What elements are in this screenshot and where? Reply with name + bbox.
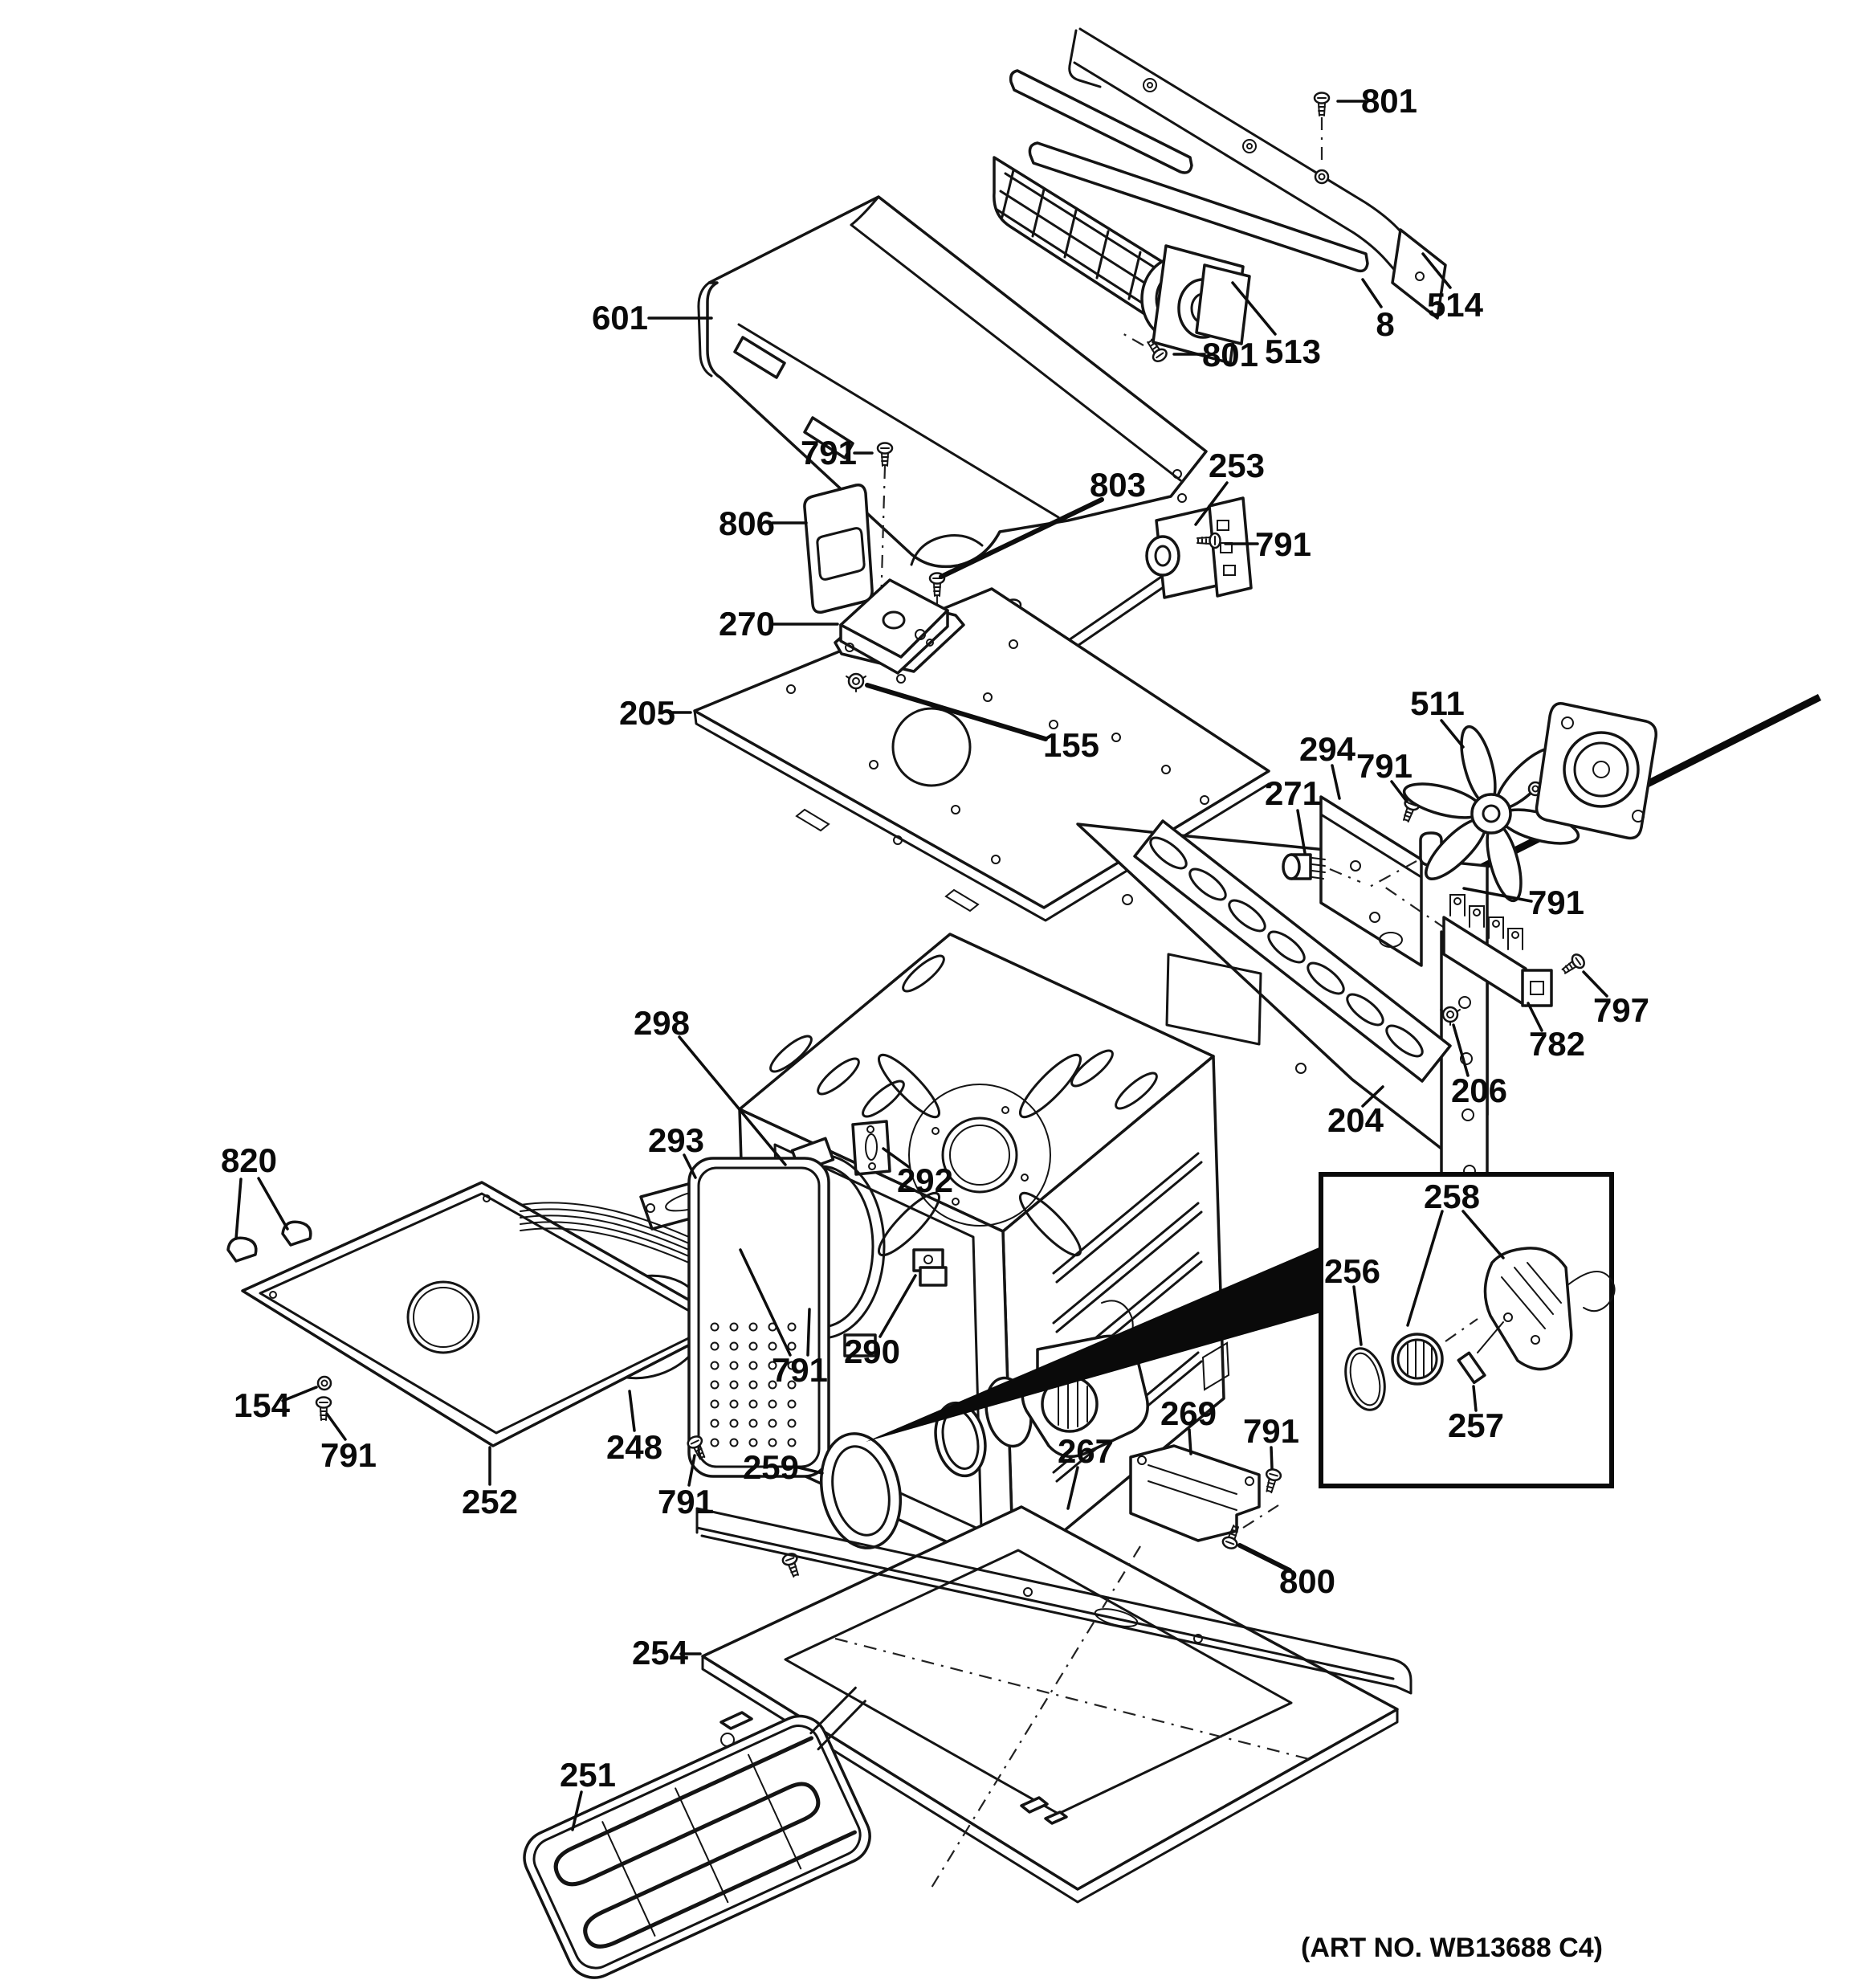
callout-154: 154 <box>233 1386 291 1424</box>
screw-791-269 <box>1262 1468 1282 1494</box>
callout-803: 803 <box>1089 466 1147 504</box>
art-number-note: (ART NO. WB13688 C4) <box>1301 1933 1603 1963</box>
callout-801-duct: 801 <box>1201 336 1259 374</box>
callout-258: 258 <box>1423 1178 1481 1215</box>
callout-294: 294 <box>1298 730 1356 768</box>
callout-269: 269 <box>1160 1394 1217 1432</box>
callout-791-154: 791 <box>320 1436 377 1474</box>
callout-254: 254 <box>631 1634 689 1672</box>
callout-791-ring: 791 <box>771 1351 829 1389</box>
washer-801 <box>1315 170 1328 183</box>
callout-253: 253 <box>1208 447 1266 484</box>
control-box-806 <box>805 485 872 613</box>
callout-8: 8 <box>1376 305 1395 343</box>
callout-806: 806 <box>718 504 776 542</box>
callout-257: 257 <box>1447 1406 1505 1444</box>
callout-791-fanplate: 791 <box>1355 747 1413 785</box>
callout-791-thermostat: 791 <box>1254 525 1312 563</box>
callout-513: 513 <box>1264 333 1322 370</box>
bracket-269 <box>1131 1446 1259 1541</box>
callout-791-806: 791 <box>800 434 858 471</box>
callout-298: 298 <box>633 1004 691 1042</box>
callout-511: 511 <box>1410 684 1465 722</box>
callout-248: 248 <box>605 1428 663 1466</box>
callout-791-right: 791 <box>1527 884 1585 921</box>
callout-252: 252 <box>461 1483 519 1521</box>
callout-293: 293 <box>647 1121 705 1159</box>
callout-791-248: 791 <box>657 1483 715 1521</box>
callout-256: 256 <box>1323 1252 1381 1290</box>
callout-204: 204 <box>1327 1101 1384 1139</box>
callout-791-269: 791 <box>1242 1412 1300 1450</box>
clip-820-a <box>228 1238 256 1261</box>
callout-271: 271 <box>1264 774 1322 812</box>
callout-267: 267 <box>1057 1432 1115 1470</box>
callout-155: 155 <box>1042 726 1100 764</box>
callout-251: 251 <box>559 1756 617 1794</box>
washer-154 <box>318 1377 331 1390</box>
callout-797: 797 <box>1592 991 1650 1029</box>
screw-801-top <box>1315 93 1329 116</box>
callout-800: 800 <box>1278 1562 1336 1600</box>
callout-270: 270 <box>718 605 776 643</box>
screw-797 <box>1559 953 1587 978</box>
callout-601: 601 <box>591 299 649 337</box>
callout-782: 782 <box>1528 1025 1586 1063</box>
callout-801-top: 801 <box>1360 82 1418 120</box>
callout-206: 206 <box>1450 1072 1508 1109</box>
callout-205: 205 <box>618 694 676 732</box>
callout-292: 292 <box>896 1161 954 1199</box>
callout-514: 514 <box>1426 286 1484 324</box>
callout-259: 259 <box>742 1448 800 1486</box>
fan-motor <box>1537 704 1657 839</box>
callout-820: 820 <box>220 1141 278 1179</box>
callout-290: 290 <box>843 1333 901 1370</box>
